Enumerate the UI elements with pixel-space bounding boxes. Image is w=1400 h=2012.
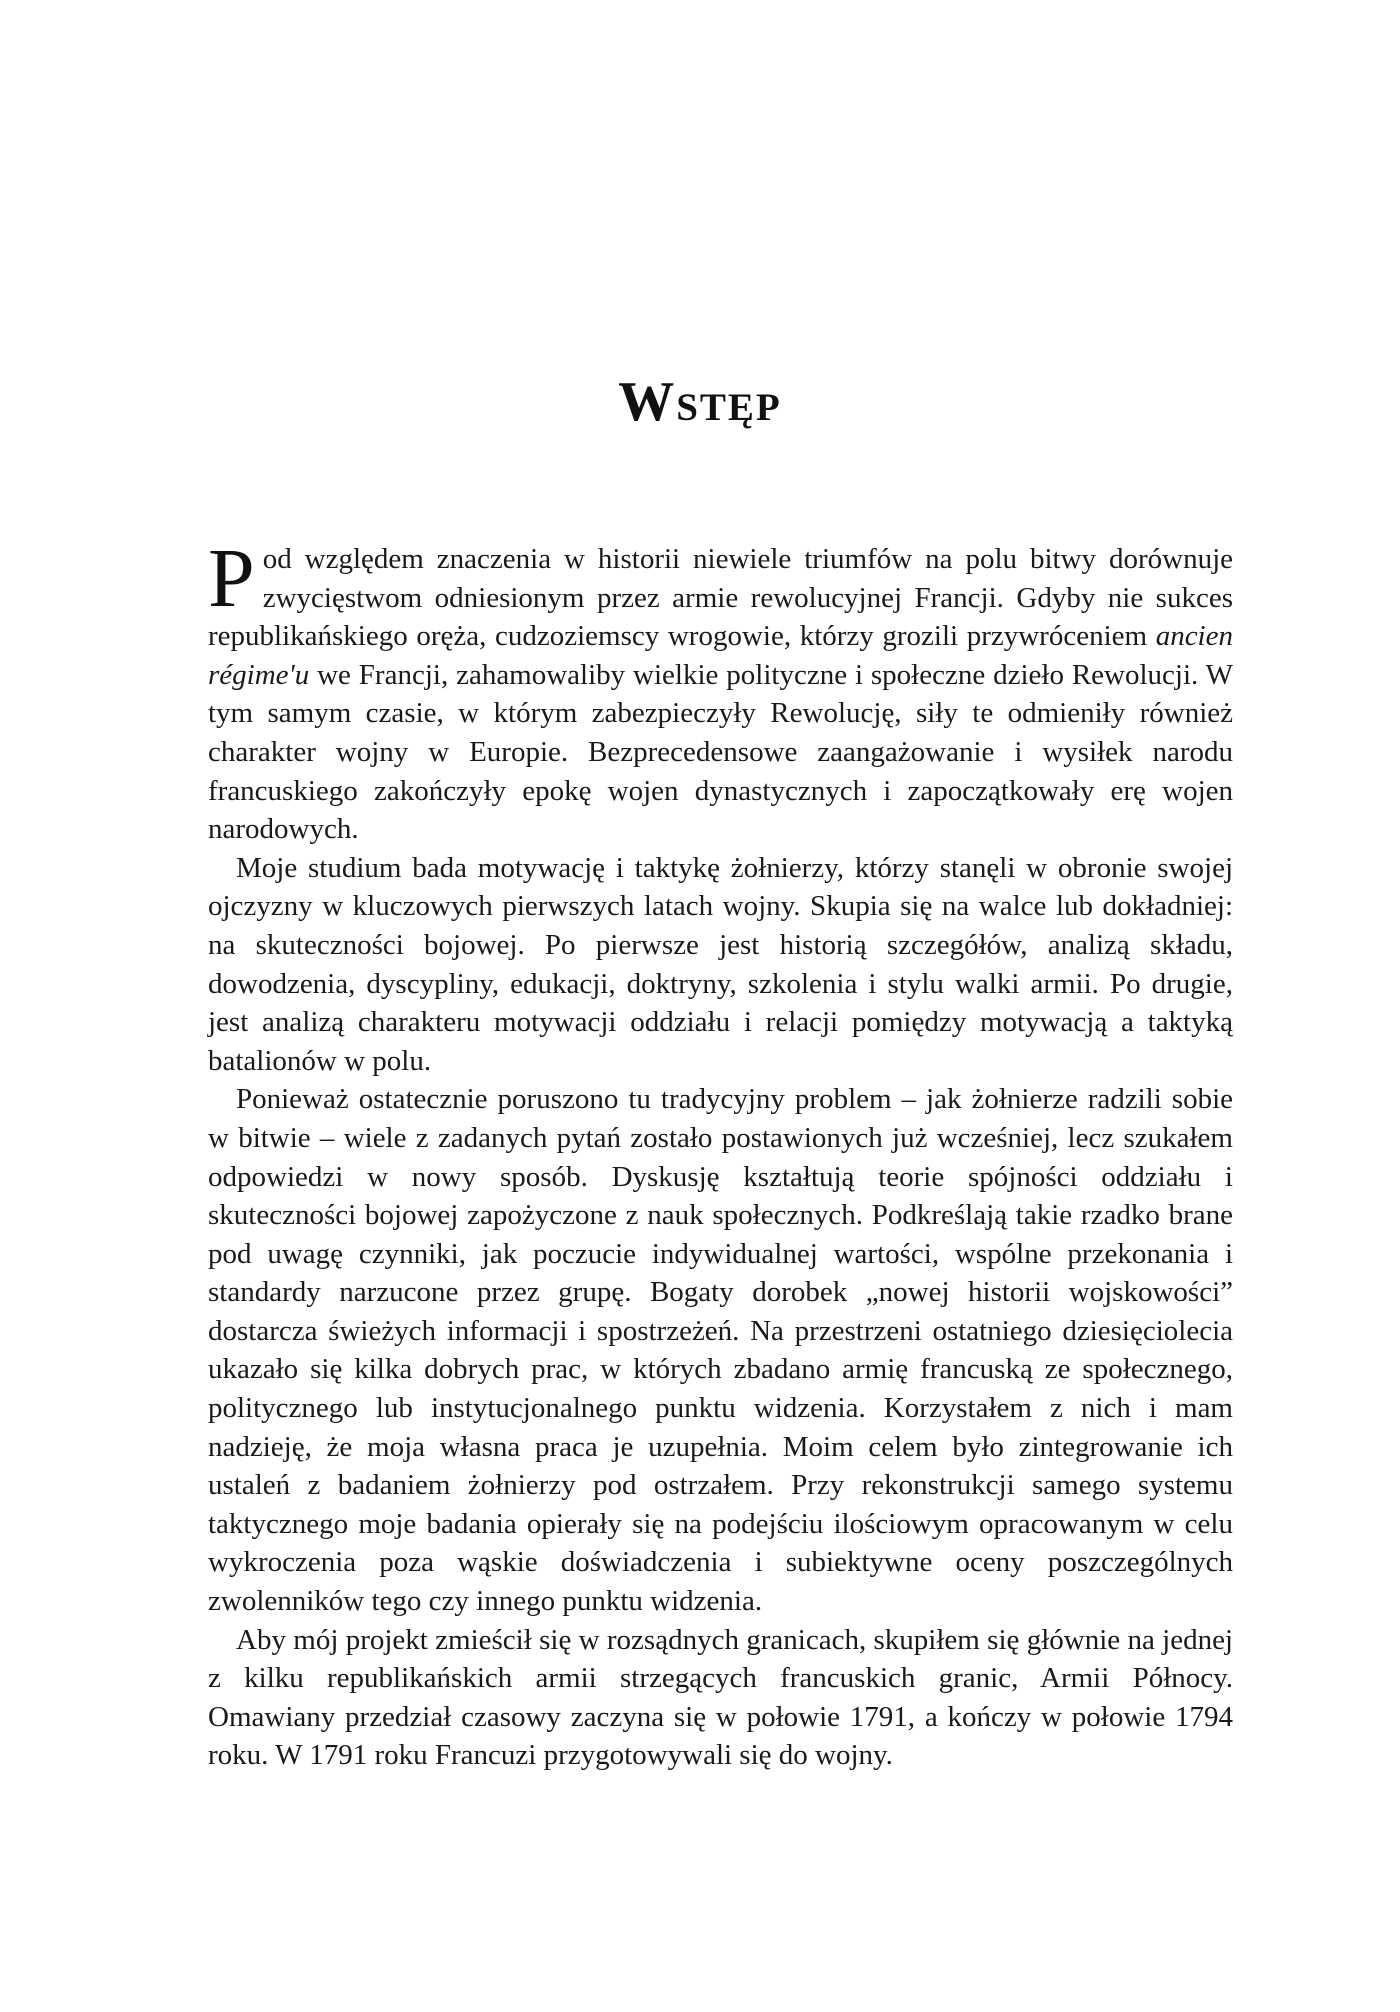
paragraph-1-italic-term: ancien régime'u — [208, 620, 1233, 691]
drop-cap: P — [208, 532, 255, 625]
paragraph-1 — [208, 532, 1233, 849]
paragraph-3: Ponieważ ostatecznie poruszono tu tradycyjny problem – jak żołnierze radzili sobie w bitwie – wiele z zadanych pytań zostało postawionych już wcześniej, lecz szukałem odpowiedzi w nowy sposób. Dyskusję kształtują teorie spójności oddziału i skuteczności bojowej zapożyczone z nauk społecznych. Podkreślają takie rzadko brane pod uwagę czynniki, jak poczucie indywidualnej wartości, wspólne przekonania i standardy narzucone przez grupę. Bogaty dorobek „nowej historii wojskowości” dostarcza świeżych informacji i spostrzeżeń. Na przestrzeni ostatniego dziesięciolecia ukazało się kilka dobrych prac, w których zbadano armię francuską ze społecznego, politycznego lub instytucjonalnego punktu widzenia. Korzystałem z nich i mam nadzieję, że moja własna praca je uzupełnia. Moim celem było zintegrowanie ich ustaleń z badaniem żołnierzy pod ostrzałem. Przy rekonstrukcji samego systemu taktycznego moje badania opierały się na podejściu ilościowym opracowanym w celu wykroczenia poza wąskie doświadczenia i subiektywne oceny poszczególnych zwolenników tego czy innego punktu widzenia. — [208, 1083, 1233, 1618]
paragraph-2: Moje studium bada motywację i taktykę żołnierzy, którzy stanęli w obronie swojej ojczyzny w kluczowych pierwszych latach wojny. Skupia się na walce lub dokładniej: na skuteczności bojowej. Po pierwsze jest historią szczegółów, analizą składu, dowodzenia, dyscypliny, edukacji, doktryny, szkolenia i stylu walki armii. Po drugie, jest analizą charakteru motywacji oddziału i relacji pomiędzy motywacją a taktyką batalionów w polu. — [208, 851, 1233, 1077]
paragraph-1-text-a: od względem znaczenia w historii niewiele triumfów na polu bitwy dorównuje zwycięstwom odniesionym przez armie rewolucyjnej Francji. Gdyby nie sukces republikańskiego oręża, cudzoziemscy wrogowie, którzy grozili przywróceniem — [208, 543, 1233, 653]
chapter-body — [208, 532, 1233, 1775]
paragraph-1-text-b: we Francji, zahamowaliby wielkie polityczne i społeczne dzieło Rewolucji. W tym samym czasie, w którym zabezpieczyły Rewolucję, siły te odmieniły również charakter wojny w Europie. Bezprecedensowe zaangażowanie i wysiłek narodu francuskiego zakończyły epokę wojen dynastycznych i zapoczątkowały erę wojen narodowych. — [208, 658, 1233, 846]
paragraph-4: Aby mój projekt zmieścił się w rozsądnych granicach, skupiłem się głównie na jednej z kilku republikańskich armii strzegących francuskich granic, Armii Północy. Omawiany przedział czasowy zaczyna się w połowie 1791, a kończy w połowie 1794 roku. W 1791 roku Francuzi przygotowywali się do wojny. — [208, 1623, 1233, 1772]
chapter-title: Wstęp — [618, 371, 782, 433]
